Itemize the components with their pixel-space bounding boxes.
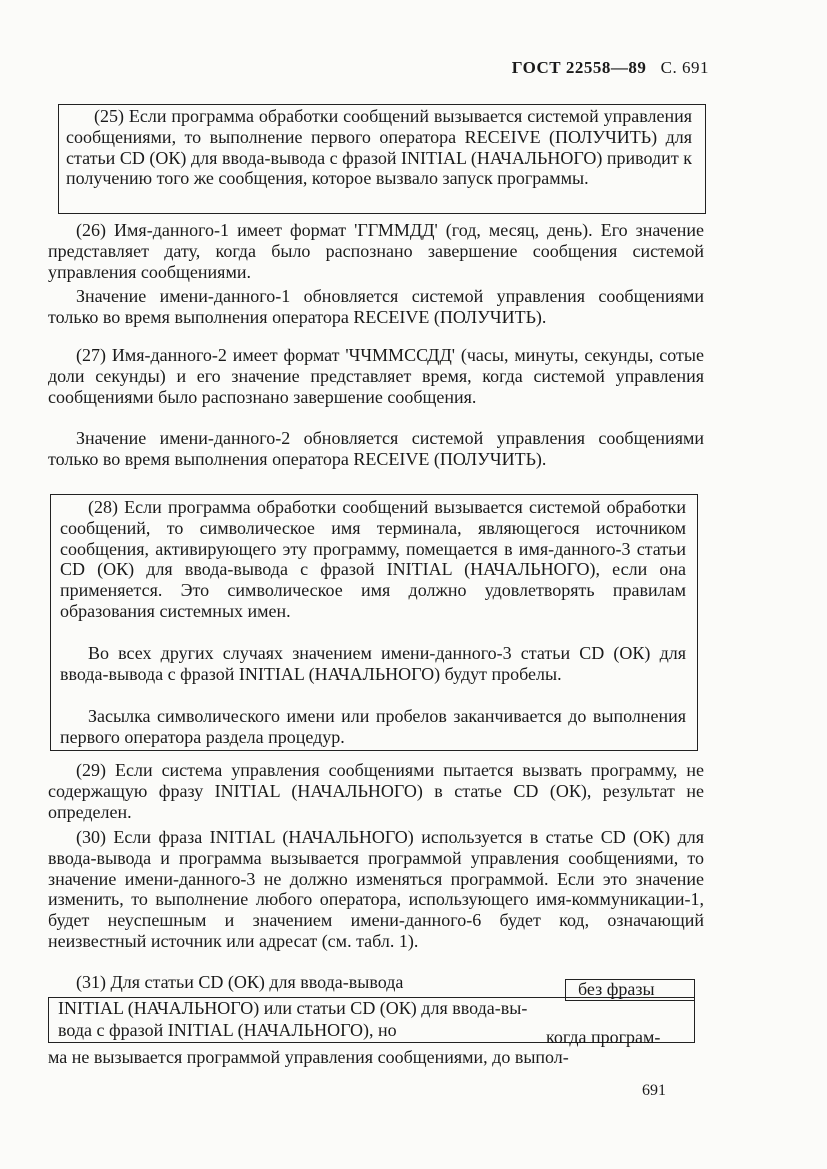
paragraph-26: (26) Имя-данного-1 имеет формат 'ГГММДД' (год, месяц, день). Его значение представляет дату, когда было распознано завершение сообщения системой управления сообщениями. (48, 220, 704, 282)
standard-code: ГОСТ 22558—89 (511, 58, 647, 77)
page-label: С. 691 (660, 58, 709, 77)
p31-line1: (31) Для статьи CD (ОК) для ввода-вывода (76, 972, 404, 992)
paragraph-29: (29) Если система управления сообщениями пытается вызвать программу, не содержащую фразу INITIAL (НАЧАЛЬНОГО) в статье CD (ОК), результат не определен. (48, 760, 704, 822)
p31-line2: INITIAL (НАЧАЛЬНОГО) или статьи CD (ОК) для ввода-вы- (58, 998, 528, 1018)
p31-line4: ма не вызывается программой управления сообщениями, до выпол- (48, 1047, 569, 1067)
page-number: 691 (642, 1082, 666, 1099)
paragraph-25: (25) Если программа обработки сообщений вызывается системой управления сообщениями, то выполнение первого оператора RECEIVE (ПОЛУЧИТЬ) для статьи CD (ОК) для ввода-вывода с фразой INITIAL (НАЧАЛЬНОГО) приводит к получению того же сообщения, которое вызвало запуск программы. (66, 106, 692, 189)
paragraph-28-b: Во всех других случаях значением имени-данного-3 статьи CD (ОК) для ввода-вывода с фразой INITIAL (НАЧАЛЬНОГО) будут пробелы. (60, 643, 686, 684)
paragraph-27: (27) Имя-данного-2 имеет формат 'ЧЧММССДД' (часы, минуты, секунды, сотые доли секунды) и его значение представляет время, когда системой управления сообщениями было распознано завершение сообщения. (48, 345, 704, 407)
paragraph-28: (28) Если программа обработки сообщений вызывается системой обработки сообщений, то символическое имя терминала, являющегося источником сообщения, активирующего эту программу, помещается в имя-данного-3 статьи CD (ОК) для ввода-вывода с фразой INITIAL (НАЧАЛЬНОГО), если она применяется. Это символическое имя должно удовлетворять правилам образования системных имен. (60, 497, 686, 621)
page-header (512, 58, 709, 78)
p31-line1b: без фразы (578, 979, 655, 999)
paragraph-26-note: Значение имени-данного-1 обновляется системой управления сообщениями только во время выполнения оператора RECEIVE (ПОЛУЧИТЬ). (48, 286, 704, 327)
paragraph-30: (30) Если фраза INITIAL (НАЧАЛЬНОГО) используется в статье CD (ОК) для ввода-вывода и программа вызывается программой управления сообщениями, то значение имени-данного-3 не должно изменяться программой. Если это значение изменить, то выполнение любого оператора, использующего имя-коммуникации-1, будет неуспешным и значением имени-данного-6 будет код, означающий неизвестный источник или адресат (см. табл. 1). (48, 827, 704, 951)
paragraph-27-note: Значение имени-данного-2 обновляется системой управления сообщениями только во время выполнения оператора RECEIVE (ПОЛУЧИТЬ). (48, 428, 704, 469)
paragraph-28-c: Засылка символического имени или пробелов заканчивается до выполнения первого оператора раздела процедур. (60, 706, 686, 747)
p31-line3b: когда програм- (546, 1027, 661, 1047)
p31-line3: вода с фразой INITIAL (НАЧАЛЬНОГО), но (58, 1020, 397, 1040)
